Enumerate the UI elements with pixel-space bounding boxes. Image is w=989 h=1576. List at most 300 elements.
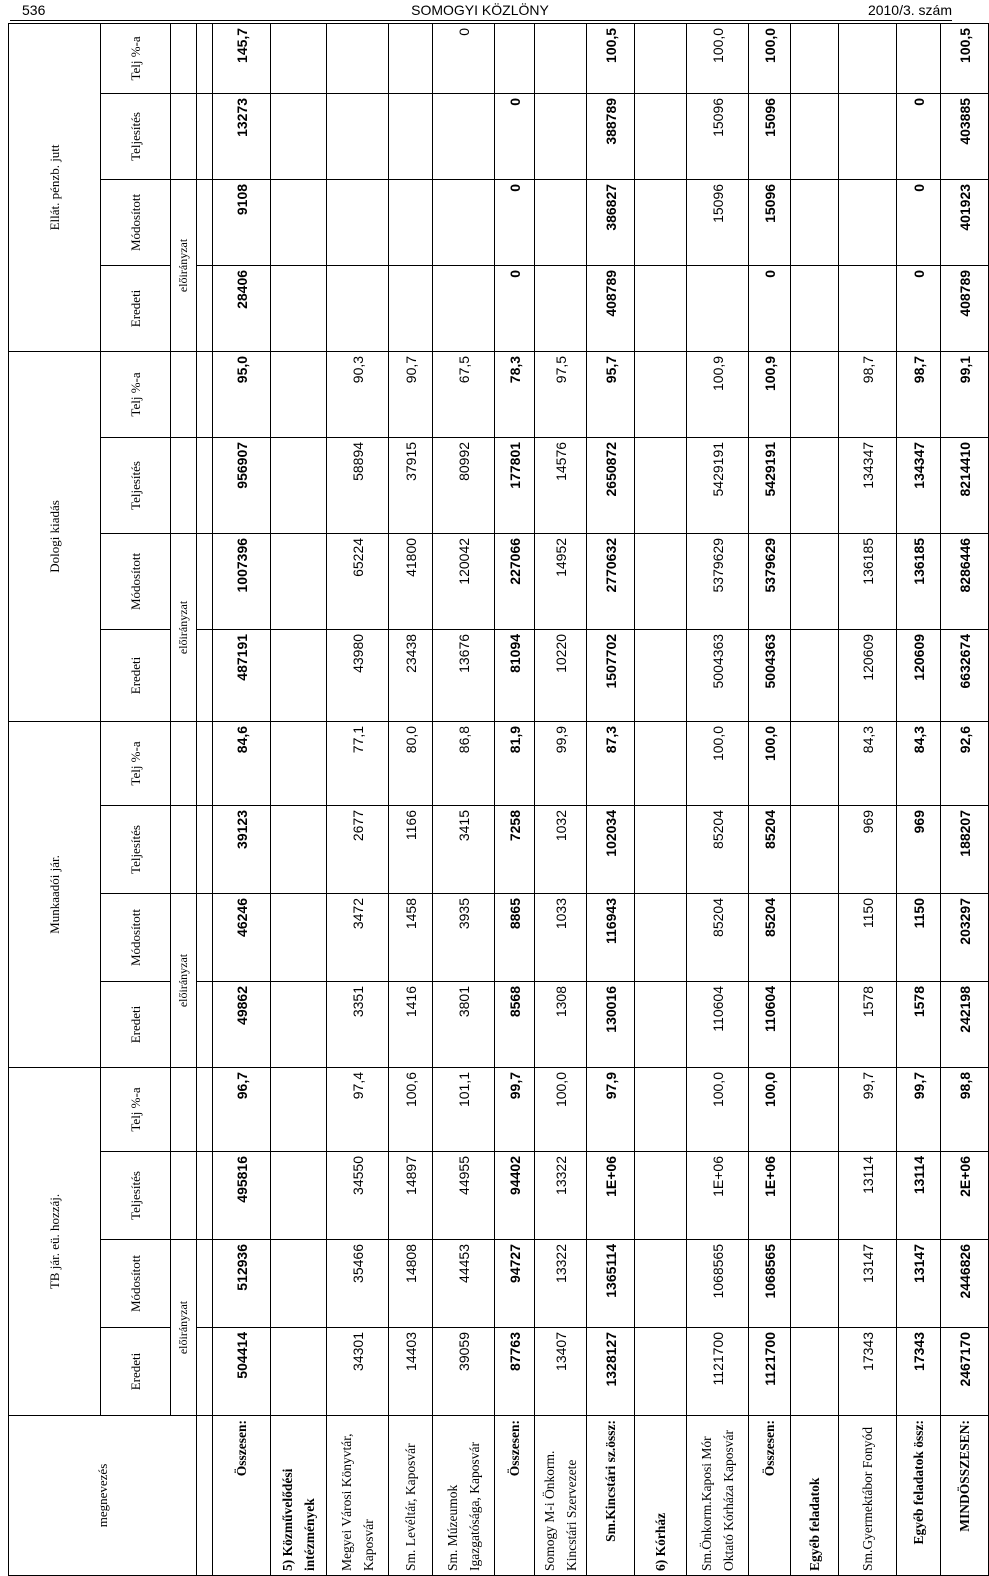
value-cell: 1578 bbox=[897, 982, 941, 1068]
value-cell: 37915 bbox=[389, 437, 433, 533]
value-cell: 15096 bbox=[749, 179, 791, 265]
value-cell: 177801 bbox=[495, 437, 535, 533]
value-cell: 100,6 bbox=[389, 1068, 433, 1152]
header-row-groups bbox=[9, 23, 101, 1575]
value-cell bbox=[433, 179, 495, 265]
empty-cell bbox=[635, 437, 687, 533]
header-sub-empty bbox=[171, 351, 197, 437]
section-row bbox=[635, 23, 687, 1575]
empty-cell bbox=[791, 1328, 839, 1416]
value-cell bbox=[839, 93, 897, 179]
value-cell: 44955 bbox=[433, 1152, 495, 1240]
value-cell: 85204 bbox=[687, 894, 749, 982]
value-cell: 5429191 bbox=[749, 437, 791, 533]
value-cell: 85204 bbox=[749, 806, 791, 894]
header-sub-empty bbox=[171, 1068, 197, 1152]
value-cell: 14576 bbox=[535, 437, 587, 533]
value-cell: 134347 bbox=[897, 437, 941, 533]
spacer-cell bbox=[197, 806, 213, 894]
value-cell: 100,0 bbox=[687, 1068, 749, 1152]
value-cell: 39123 bbox=[213, 806, 271, 894]
row-label: Összesen: bbox=[749, 1416, 791, 1576]
value-cell: 1007396 bbox=[213, 533, 271, 629]
empty-cell bbox=[271, 533, 327, 629]
header-group: Ellát. pénzb. jutt bbox=[9, 23, 101, 351]
header-column: Módosított bbox=[101, 894, 171, 982]
value-cell: 13114 bbox=[897, 1152, 941, 1240]
value-cell: 1150 bbox=[897, 894, 941, 982]
row-label: Összesen: bbox=[213, 1416, 271, 1576]
spacer-cell bbox=[197, 23, 213, 93]
value-cell: 3801 bbox=[433, 982, 495, 1068]
value-cell: 136185 bbox=[897, 533, 941, 629]
value-cell: 97,9 bbox=[587, 1068, 635, 1152]
header-column: Eredeti bbox=[101, 1328, 171, 1416]
empty-cell bbox=[791, 23, 839, 93]
value-cell: 90,3 bbox=[327, 351, 389, 437]
issue-number: 2010/3. szám bbox=[867, 2, 952, 18]
spacer-cell bbox=[197, 1328, 213, 1416]
value-cell: 100,0 bbox=[749, 721, 791, 805]
value-cell bbox=[327, 93, 389, 179]
header-column: Eredeti bbox=[101, 629, 171, 721]
value-cell: 203297 bbox=[941, 894, 989, 982]
value-cell: 1328127 bbox=[587, 1328, 635, 1416]
empty-cell bbox=[635, 265, 687, 351]
value-cell: 14952 bbox=[535, 533, 587, 629]
value-cell: 99,7 bbox=[839, 1068, 897, 1152]
value-cell: 1E+06 bbox=[587, 1152, 635, 1240]
value-cell: 95,7 bbox=[587, 351, 635, 437]
total-row bbox=[495, 23, 535, 1575]
table-row bbox=[687, 23, 749, 1575]
empty-cell bbox=[271, 1328, 327, 1416]
value-cell: 98,8 bbox=[941, 1068, 989, 1152]
value-cell: 0 bbox=[495, 93, 535, 179]
value-cell: 34301 bbox=[327, 1328, 389, 1416]
value-cell: 13147 bbox=[839, 1240, 897, 1328]
header-column: Telj %-a bbox=[101, 23, 171, 93]
value-cell: 120609 bbox=[839, 629, 897, 721]
empty-cell bbox=[271, 23, 327, 93]
value-cell: 23438 bbox=[389, 629, 433, 721]
empty-cell bbox=[635, 721, 687, 805]
value-cell: 2E+06 bbox=[941, 1152, 989, 1240]
table-row bbox=[433, 23, 495, 1575]
spacer-cell bbox=[197, 93, 213, 179]
header-sub: előirányzat bbox=[171, 1240, 197, 1416]
header-column: Teljesítés bbox=[101, 806, 171, 894]
row-label: Összesen: bbox=[495, 1416, 535, 1576]
value-cell bbox=[535, 23, 587, 93]
value-cell: 85204 bbox=[749, 894, 791, 982]
value-cell: 1150 bbox=[839, 894, 897, 982]
spacer-cell bbox=[197, 265, 213, 351]
empty-cell bbox=[271, 721, 327, 805]
value-cell: 403885 bbox=[941, 93, 989, 179]
value-cell: 14808 bbox=[389, 1240, 433, 1328]
value-cell: 120042 bbox=[433, 533, 495, 629]
spacer-cell bbox=[197, 1240, 213, 1328]
empty-cell bbox=[635, 1240, 687, 1328]
value-cell: 100,0 bbox=[535, 1068, 587, 1152]
value-cell: 1121700 bbox=[687, 1328, 749, 1416]
value-cell: 5379629 bbox=[687, 533, 749, 629]
section-label: 5) Közművelődési intézmények bbox=[271, 1416, 327, 1576]
value-cell: 1E+06 bbox=[687, 1152, 749, 1240]
value-cell: 401923 bbox=[941, 179, 989, 265]
value-cell: 65224 bbox=[327, 533, 389, 629]
value-cell: 3935 bbox=[433, 894, 495, 982]
header-column: Telj %-a bbox=[101, 721, 171, 805]
value-cell: 80992 bbox=[433, 437, 495, 533]
spacer-cell bbox=[197, 533, 213, 629]
value-cell: 227066 bbox=[495, 533, 535, 629]
table-row bbox=[535, 23, 587, 1575]
value-cell: 100,9 bbox=[749, 351, 791, 437]
header-column: Telj %-a bbox=[101, 351, 171, 437]
value-cell: 13147 bbox=[897, 1240, 941, 1328]
empty-cell bbox=[791, 1152, 839, 1240]
header-name: megnevezés bbox=[9, 1416, 197, 1576]
empty-cell bbox=[791, 533, 839, 629]
value-cell: 81,9 bbox=[495, 721, 535, 805]
value-cell: 2467170 bbox=[941, 1328, 989, 1416]
row-label: MINDÖSSZESEN: bbox=[941, 1416, 989, 1576]
header-sub-empty bbox=[171, 1152, 197, 1240]
value-cell: 3415 bbox=[433, 806, 495, 894]
value-cell: 5379629 bbox=[749, 533, 791, 629]
spacer-cell bbox=[197, 1152, 213, 1240]
value-cell: 14897 bbox=[389, 1152, 433, 1240]
value-cell: 95,0 bbox=[213, 351, 271, 437]
empty-cell bbox=[271, 806, 327, 894]
value-cell: 8568 bbox=[495, 982, 535, 1068]
header-group: Dologi kiadás bbox=[9, 351, 101, 721]
spacer-cell bbox=[197, 629, 213, 721]
value-cell: 1458 bbox=[389, 894, 433, 982]
header-sub-empty bbox=[171, 93, 197, 179]
page-number: 536 bbox=[22, 2, 46, 18]
value-cell: 0 bbox=[495, 179, 535, 265]
value-cell: 5429191 bbox=[687, 437, 749, 533]
value-cell bbox=[839, 179, 897, 265]
section-row bbox=[271, 23, 327, 1575]
empty-cell bbox=[791, 179, 839, 265]
value-cell: 80,0 bbox=[389, 721, 433, 805]
value-cell: 3351 bbox=[327, 982, 389, 1068]
value-cell: 6632674 bbox=[941, 629, 989, 721]
value-cell: 495816 bbox=[213, 1152, 271, 1240]
empty-cell bbox=[271, 437, 327, 533]
value-cell bbox=[535, 179, 587, 265]
header-group: Munkaadói jár. bbox=[9, 721, 101, 1067]
header-sub-empty bbox=[171, 437, 197, 533]
value-cell: 100,0 bbox=[749, 1068, 791, 1152]
value-cell: 13273 bbox=[213, 93, 271, 179]
value-cell: 87763 bbox=[495, 1328, 535, 1416]
value-cell: 49862 bbox=[213, 982, 271, 1068]
spacer-cell bbox=[197, 179, 213, 265]
spacer-cell bbox=[197, 982, 213, 1068]
value-cell: 120609 bbox=[897, 629, 941, 721]
value-cell: 13676 bbox=[433, 629, 495, 721]
header-column: Módosított bbox=[101, 533, 171, 629]
value-cell: 86,8 bbox=[433, 721, 495, 805]
value-cell: 14403 bbox=[389, 1328, 433, 1416]
value-cell: 34550 bbox=[327, 1152, 389, 1240]
value-cell: 512936 bbox=[213, 1240, 271, 1328]
value-cell: 78,3 bbox=[495, 351, 535, 437]
value-cell: 1507702 bbox=[587, 629, 635, 721]
value-cell bbox=[839, 265, 897, 351]
empty-cell bbox=[635, 23, 687, 93]
value-cell: 8286446 bbox=[941, 533, 989, 629]
value-cell: 0 bbox=[749, 265, 791, 351]
value-cell: 100,5 bbox=[941, 23, 989, 93]
value-cell: 8865 bbox=[495, 894, 535, 982]
header-column: Teljesítés bbox=[101, 1152, 171, 1240]
value-cell: 145,7 bbox=[213, 23, 271, 93]
spacer-row bbox=[197, 23, 213, 1575]
value-cell: 0 bbox=[897, 93, 941, 179]
value-cell: 13407 bbox=[535, 1328, 587, 1416]
empty-cell bbox=[635, 894, 687, 982]
empty-cell bbox=[791, 351, 839, 437]
value-cell bbox=[389, 265, 433, 351]
spacer-cell bbox=[197, 721, 213, 805]
header-sub: előirányzat bbox=[171, 894, 197, 1068]
value-cell: 17343 bbox=[897, 1328, 941, 1416]
value-cell: 3472 bbox=[327, 894, 389, 982]
value-cell: 1033 bbox=[535, 894, 587, 982]
value-cell: 43980 bbox=[327, 629, 389, 721]
value-cell: 2770632 bbox=[587, 533, 635, 629]
rotated-table-container bbox=[8, 27, 973, 1576]
value-cell: 1121700 bbox=[749, 1328, 791, 1416]
value-cell: 1E+06 bbox=[749, 1152, 791, 1240]
value-cell: 134347 bbox=[839, 437, 897, 533]
empty-cell bbox=[271, 982, 327, 1068]
page-header bbox=[0, 0, 960, 22]
empty-cell bbox=[271, 629, 327, 721]
empty-cell bbox=[791, 1240, 839, 1328]
section-label: 6) Kórház bbox=[635, 1416, 687, 1576]
section-label: Egyéb feladatok bbox=[791, 1416, 839, 1576]
row-label: Egyéb feladatok össz: bbox=[897, 1416, 941, 1576]
empty-cell bbox=[791, 1068, 839, 1152]
empty-cell bbox=[635, 1328, 687, 1416]
empty-cell bbox=[791, 806, 839, 894]
value-cell: 87,3 bbox=[587, 721, 635, 805]
spacer-cell bbox=[197, 1068, 213, 1152]
value-cell: 487191 bbox=[213, 629, 271, 721]
value-cell: 13322 bbox=[535, 1152, 587, 1240]
header-column: Telj %-a bbox=[101, 1068, 171, 1152]
value-cell: 136185 bbox=[839, 533, 897, 629]
empty-cell bbox=[791, 982, 839, 1068]
table-row bbox=[389, 23, 433, 1575]
value-cell: 58894 bbox=[327, 437, 389, 533]
value-cell: 100,0 bbox=[687, 23, 749, 93]
journal-title: SOMOGYI KÖZLÖNY bbox=[411, 2, 549, 18]
total-row bbox=[897, 23, 941, 1575]
value-cell bbox=[839, 23, 897, 93]
total-row bbox=[749, 23, 791, 1575]
value-cell: 44453 bbox=[433, 1240, 495, 1328]
value-cell bbox=[535, 265, 587, 351]
value-cell: 969 bbox=[897, 806, 941, 894]
empty-cell bbox=[271, 351, 327, 437]
value-cell: 0 bbox=[495, 265, 535, 351]
header-column: Teljesítés bbox=[101, 93, 171, 179]
value-cell: 10220 bbox=[535, 629, 587, 721]
empty-cell bbox=[791, 437, 839, 533]
value-cell bbox=[433, 265, 495, 351]
value-cell: 100,5 bbox=[587, 23, 635, 93]
value-cell: 84,3 bbox=[897, 721, 941, 805]
total-row bbox=[941, 23, 989, 1575]
value-cell: 116943 bbox=[587, 894, 635, 982]
empty-cell bbox=[635, 1068, 687, 1152]
section-row bbox=[791, 23, 839, 1575]
value-cell: 388789 bbox=[587, 93, 635, 179]
value-cell: 102034 bbox=[587, 806, 635, 894]
empty-cell bbox=[271, 93, 327, 179]
value-cell: 1068565 bbox=[687, 1240, 749, 1328]
value-cell: 35466 bbox=[327, 1240, 389, 1328]
header-sub-empty bbox=[171, 721, 197, 805]
value-cell bbox=[389, 23, 433, 93]
empty-cell bbox=[635, 93, 687, 179]
value-cell bbox=[495, 23, 535, 93]
empty-cell bbox=[635, 179, 687, 265]
total-row bbox=[213, 23, 271, 1575]
value-cell: 15096 bbox=[687, 93, 749, 179]
value-cell: 15096 bbox=[749, 93, 791, 179]
value-cell: 7258 bbox=[495, 806, 535, 894]
value-cell: 17343 bbox=[839, 1328, 897, 1416]
value-cell: 13322 bbox=[535, 1240, 587, 1328]
value-cell: 99,9 bbox=[535, 721, 587, 805]
value-cell: 100,0 bbox=[749, 23, 791, 93]
row-label: Somogy M-i Önkorm. Kincstári Szervezete bbox=[535, 1416, 587, 1576]
row-label: Sm.Önkorm.Kaposi Mór Oktató Kórháza Kaposvár bbox=[687, 1416, 749, 1576]
empty-cell bbox=[791, 629, 839, 721]
header-column: Módosított bbox=[101, 179, 171, 265]
empty-cell bbox=[271, 1068, 327, 1152]
table-row bbox=[327, 23, 389, 1575]
empty-cell bbox=[635, 629, 687, 721]
value-cell: 5004363 bbox=[749, 629, 791, 721]
value-cell: 81094 bbox=[495, 629, 535, 721]
value-cell: 100,0 bbox=[687, 721, 749, 805]
spacer-cell bbox=[197, 1416, 213, 1576]
empty-cell bbox=[271, 894, 327, 982]
value-cell: 0 bbox=[897, 265, 941, 351]
value-cell bbox=[897, 23, 941, 93]
budget-table bbox=[8, 23, 989, 1576]
empty-cell bbox=[635, 533, 687, 629]
value-cell: 98,7 bbox=[839, 351, 897, 437]
value-cell: 5004363 bbox=[687, 629, 749, 721]
value-cell: 2446826 bbox=[941, 1240, 989, 1328]
empty-cell bbox=[635, 351, 687, 437]
value-cell bbox=[433, 93, 495, 179]
header-rule bbox=[10, 20, 952, 21]
value-cell: 242198 bbox=[941, 982, 989, 1068]
value-cell: 84,3 bbox=[839, 721, 897, 805]
value-cell: 2677 bbox=[327, 806, 389, 894]
header-sub-empty bbox=[171, 806, 197, 894]
value-cell: 2650872 bbox=[587, 437, 635, 533]
value-cell: 67,5 bbox=[433, 351, 495, 437]
row-label: Sm. Múzeumok Igazgatósága, Kaposvár bbox=[433, 1416, 495, 1576]
value-cell: 408789 bbox=[941, 265, 989, 351]
header-sub: előirányzat bbox=[171, 533, 197, 721]
empty-cell bbox=[791, 894, 839, 982]
header-sub-empty bbox=[171, 23, 197, 93]
value-cell: 1068565 bbox=[749, 1240, 791, 1328]
value-cell: 77,1 bbox=[327, 721, 389, 805]
value-cell bbox=[389, 93, 433, 179]
empty-cell bbox=[791, 265, 839, 351]
value-cell: 408789 bbox=[587, 265, 635, 351]
value-cell bbox=[389, 179, 433, 265]
row-label: Megyei Városi Könyvtár, Kaposvár bbox=[327, 1416, 389, 1576]
row-label: Sm.Gyermektábor Fonyód bbox=[839, 1416, 897, 1576]
header-column: Teljesítés bbox=[101, 437, 171, 533]
value-cell: 98,7 bbox=[897, 351, 941, 437]
value-cell bbox=[687, 265, 749, 351]
header-row-columns bbox=[101, 23, 171, 1575]
value-cell: 84,6 bbox=[213, 721, 271, 805]
value-cell: 94402 bbox=[495, 1152, 535, 1240]
value-cell: 1032 bbox=[535, 806, 587, 894]
empty-cell bbox=[271, 1152, 327, 1240]
value-cell: 41800 bbox=[389, 533, 433, 629]
value-cell: 13114 bbox=[839, 1152, 897, 1240]
value-cell: 97,4 bbox=[327, 1068, 389, 1152]
value-cell: 99,7 bbox=[495, 1068, 535, 1152]
header-row-sub bbox=[171, 23, 197, 1575]
header-sub: előirányzat bbox=[171, 179, 197, 351]
spacer-cell bbox=[197, 351, 213, 437]
empty-cell bbox=[635, 806, 687, 894]
header-column: Módosított bbox=[101, 1240, 171, 1328]
spacer-cell bbox=[197, 894, 213, 982]
value-cell: 110604 bbox=[687, 982, 749, 1068]
value-cell: 9108 bbox=[213, 179, 271, 265]
empty-cell bbox=[791, 721, 839, 805]
value-cell: 99,7 bbox=[897, 1068, 941, 1152]
value-cell: 0 bbox=[897, 179, 941, 265]
value-cell: 0 bbox=[433, 23, 495, 93]
empty-cell bbox=[791, 93, 839, 179]
value-cell: 1578 bbox=[839, 982, 897, 1068]
value-cell: 97,5 bbox=[535, 351, 587, 437]
value-cell bbox=[535, 93, 587, 179]
value-cell: 99,1 bbox=[941, 351, 989, 437]
header-column: Eredeti bbox=[101, 265, 171, 351]
value-cell: 39059 bbox=[433, 1328, 495, 1416]
value-cell: 96,7 bbox=[213, 1068, 271, 1152]
total-row bbox=[587, 23, 635, 1575]
value-cell: 110604 bbox=[749, 982, 791, 1068]
spacer-cell bbox=[197, 437, 213, 533]
value-cell: 386827 bbox=[587, 179, 635, 265]
value-cell: 8214410 bbox=[941, 437, 989, 533]
